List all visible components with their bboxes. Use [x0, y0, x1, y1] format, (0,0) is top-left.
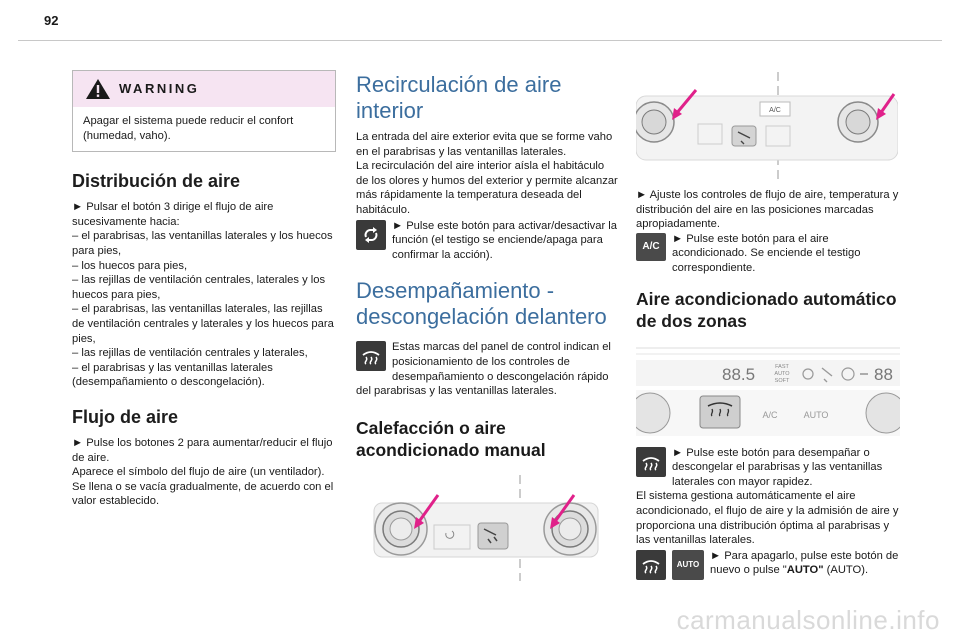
automatico-p3-pre: Para apagarlo, pulse este botón de nuevo o pulse " — [710, 549, 899, 577]
ajuste-p1-text: Ajuste los controles de flujo de aire, temperatura y distribución del aire en las posiciones marcadas apropiadamente. — [636, 189, 899, 231]
manual-ac-panel-closeup-image — [636, 72, 898, 180]
distribucion-item: – las rejillas de ventilación centrales y laterales, — [72, 347, 308, 360]
defrost-icon — [636, 550, 666, 580]
panel-auto-button-label: AUTO — [803, 409, 829, 420]
recirculacion-p2: La recirculación del aire interior aísla el habitáculo de los olores y humos del exterior y permite alcanzar más rápidamente la temperatura deseada del habitáculo. — [356, 160, 618, 216]
arrow-bullet: ► — [636, 189, 648, 201]
warning-box — [72, 70, 336, 152]
watermark: carmanualsonline.info — [676, 605, 940, 635]
flujo-line2: Aparece el símbolo del flujo de aire (un ventilador). Se llena o se vacía gradualmente, de acuerdo con el valor establecido. — [72, 466, 334, 508]
automatico-p1 — [636, 446, 900, 490]
auto-ac-panel-image — [636, 346, 900, 438]
arrow-bullet: ► — [672, 232, 684, 245]
panel-ac-button-label: A/C — [762, 409, 778, 420]
flujo-title: Flujo de aire — [72, 406, 179, 427]
calefaccion-title: Calefacción o aire acondicionado manual — [356, 417, 546, 460]
recirculacion-title: Recirculación de aire interior — [356, 72, 562, 123]
arrow-bullet: ► — [392, 219, 404, 232]
arrow-bullet: ► — [672, 446, 684, 459]
automatico-p3-bold: AUTO" — [786, 564, 824, 577]
flujo-line1-text: Pulse los botones 2 para aumentar/reducir el flujo de aire. — [72, 436, 333, 464]
automatico-p1-text: Pulse este botón para desempañar o descongelar el parabrisas y las ventanillas laterales con mayor rapidez. — [672, 446, 883, 488]
column-middle — [356, 72, 618, 581]
automatico-p2: El sistema gestiona automáticamente el aire acondicionado, el flujo de aire y la admisión de aire y proporciona una distribución óptima al parabrisas y las ventanillas laterales. — [636, 490, 899, 547]
distribucion-item: – los huecos para pies, — [72, 259, 188, 272]
ac-icon-label: A/C — [642, 241, 660, 253]
manual-ac-panel-image — [356, 475, 618, 581]
arrow-bullet: ► — [72, 201, 84, 214]
panel-ac-label: A/C — [769, 107, 781, 114]
panel-display-left: 88.5 — [722, 364, 756, 384]
recirculacion-p3 — [356, 219, 618, 263]
ajuste-p2-text: Pulse este botón para el aire acondicionado. Se enciende el testigo correspondiente. — [672, 232, 861, 274]
auto-icon — [672, 550, 704, 580]
column-right — [636, 72, 900, 581]
auto-icon-label: AUTO — [676, 560, 700, 570]
distribucion-title: Distribución de aire — [72, 171, 241, 192]
distribucion-item: – el parabrisas y las ventanillas laterales (desempañamiento o descongelación). — [72, 361, 273, 389]
recirculation-icon — [356, 220, 386, 250]
page-number: 92 — [44, 13, 59, 28]
defrost-icon — [636, 447, 666, 477]
distribucion-item: – el parabrisas, las ventanillas laterales y los huecos para pies, — [72, 230, 333, 257]
panel-display-right: 88 — [874, 364, 893, 384]
defrost-icon — [356, 341, 386, 371]
panel-soft-label: SOFT — [774, 377, 790, 384]
distribucion-intro — [72, 200, 336, 229]
column-left — [72, 70, 336, 509]
automatico-title: Aire acondicionado automático de dos zonas — [636, 288, 897, 331]
recirculacion-p3-text: Pulse este botón para activar/desactivar la función (el testigo se enciende/apaga para confirmar la acción). — [392, 219, 618, 261]
recirculacion-p1: La entrada del aire exterior evita que se forme vaho en el parabrisas y las ventanillas laterales. — [356, 131, 613, 158]
desempanamiento-title: Desempañamiento - descongelación delantero — [356, 278, 607, 330]
arrow-bullet: ► — [710, 549, 722, 562]
panel-auto-label: AUTO — [774, 370, 790, 377]
warning-title: WARNING — [119, 81, 200, 96]
distribucion-item: – las rejillas de ventilación centrales, laterales y los huecos para pies, — [72, 274, 326, 301]
header-divider — [18, 40, 942, 41]
desempanamiento-text: Estas marcas del panel de control indican el posicionamiento de los controles de desempañamiento o descongelación rápido del parabrisas y las ventanillas laterales. — [356, 341, 611, 398]
ac-icon — [636, 233, 666, 261]
ajuste-p2 — [636, 232, 900, 276]
panel-fast-label: FAST — [775, 363, 789, 370]
warning-header — [73, 71, 335, 107]
distribucion-item: – el parabrisas, las ventanillas laterales, las rejillas de ventilación centrales y laterales y los huecos para pies, — [72, 303, 334, 345]
warning-text: Apagar el sistema puede reducir el confort (humedad, vaho). — [83, 115, 294, 142]
flujo-line1 — [72, 436, 336, 465]
ajuste-p1 — [636, 188, 900, 232]
distribucion-intro-text: Pulsar el botón 3 dirige el flujo de aire sucesivamente hacia: — [72, 201, 274, 228]
automatico-p3-post: (AUTO). — [823, 564, 869, 577]
warning-triangle-icon — [85, 77, 111, 101]
arrow-bullet: ► — [72, 436, 84, 449]
